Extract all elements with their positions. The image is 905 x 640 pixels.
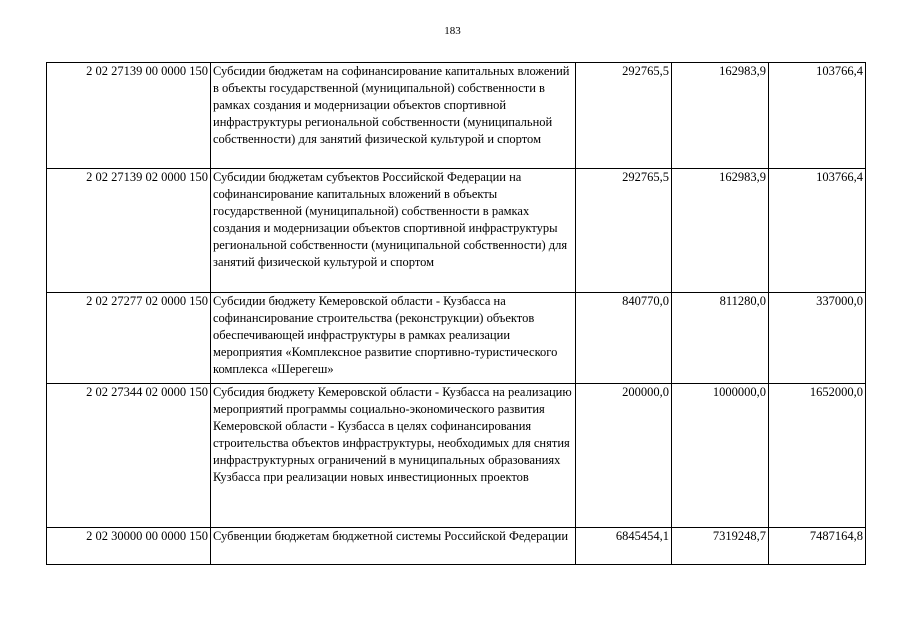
table-row — [47, 293, 866, 384]
value-year1-cell: 292765,5 — [576, 169, 672, 293]
value-year2-cell: 1000000,0 — [672, 384, 769, 528]
table-row — [47, 528, 866, 565]
value-year2-cell: 162983,9 — [672, 63, 769, 169]
budget-code-cell: 2 02 30000 00 0000 150 — [47, 528, 211, 565]
budget-name-cell: Субсидии бюджету Кемеровской области - Кузбасса на софинансирование строительства (реконструкции) объектов обеспечивающей инфраструктуры в рамках реализации мероприятия «Комплексное развитие спортивно-туристического комплекса «Шерегеш» — [211, 293, 576, 384]
value-year1-cell: 6845454,1 — [576, 528, 672, 565]
value-year2-cell: 162983,9 — [672, 169, 769, 293]
table-row — [47, 169, 866, 293]
value-year1-cell: 292765,5 — [576, 63, 672, 169]
value-year3-cell: 103766,4 — [769, 63, 866, 169]
value-year3-cell: 103766,4 — [769, 169, 866, 293]
value-year3-cell: 337000,0 — [769, 293, 866, 384]
table-row — [47, 384, 866, 528]
budget-name-cell: Субвенции бюджетам бюджетной системы Российской Федерации — [211, 528, 576, 565]
value-year1-cell: 200000,0 — [576, 384, 672, 528]
budget-code-cell: 2 02 27139 02 0000 150 — [47, 169, 211, 293]
budget-table — [46, 62, 866, 565]
value-year2-cell: 811280,0 — [672, 293, 769, 384]
page-number: 183 — [444, 25, 461, 37]
budget-name-cell: Субсидии бюджетам субъектов Российской Федерации на софинансирование капитальных вложений в объекты государственной (муниципальной) собственности в рамках создания и модернизации объектов спортивной инфраструктуры региональной собственности (муниципальной собственности) для занятий физической культурой и спортом — [211, 169, 576, 293]
budget-code-cell: 2 02 27344 02 0000 150 — [47, 384, 211, 528]
budget-code-cell: 2 02 27277 02 0000 150 — [47, 293, 211, 384]
budget-name-cell: Субсидия бюджету Кемеровской области - Кузбасса на реализацию мероприятий программы социально-экономического развития Кемеровской области - Кузбасса в целях софинансирования строительства объектов инфраструктуры, необходимых для снятия инфраструктурных ограничений в муниципальных образованиях Кузбасса при реализации новых инвестиционных проектов — [211, 384, 576, 528]
value-year3-cell: 1652000,0 — [769, 384, 866, 528]
value-year2-cell: 7319248,7 — [672, 528, 769, 565]
value-year1-cell: 840770,0 — [576, 293, 672, 384]
value-year3-cell: 7487164,8 — [769, 528, 866, 565]
budget-code-cell: 2 02 27139 00 0000 150 — [47, 63, 211, 169]
budget-name-cell: Субсидии бюджетам на софинансирование капитальных вложений в объекты государственной (муниципальной) собственности в рамках создания и модернизации объектов спортивной инфраструктуры региональной собственности (муниципальной собственности) для занятий физической культурой и спортом — [211, 63, 576, 169]
table-row — [47, 63, 866, 169]
